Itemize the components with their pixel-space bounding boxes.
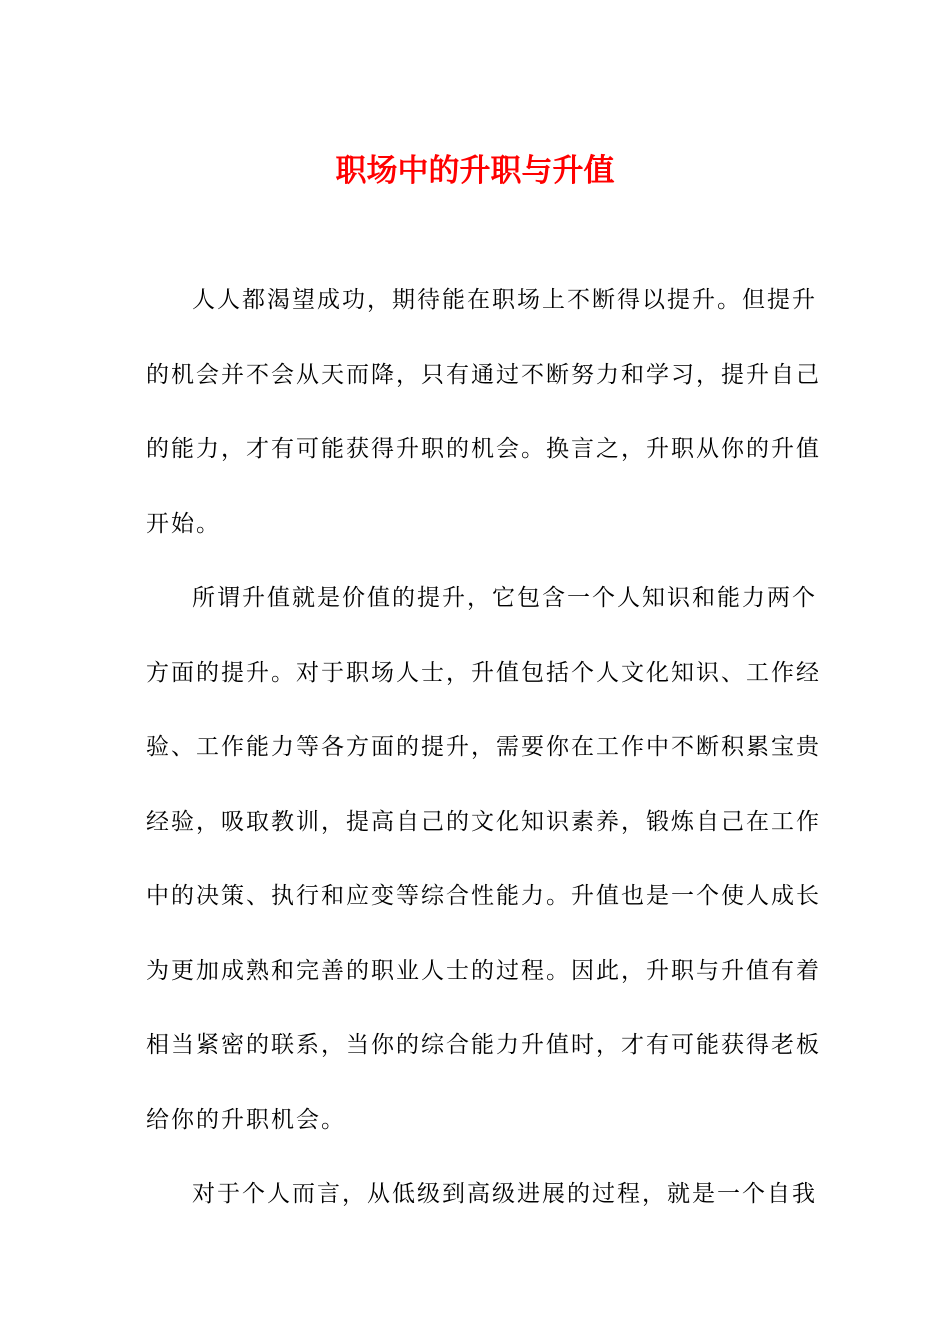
paragraph-line: 验、工作能力等各方面的提升，需要你在工作中不断积累宝贵 [146, 734, 821, 760]
paragraph-line: 经验，吸取教训，提高自己的文化知识素养，锻炼自己在工作 [146, 808, 821, 835]
paragraph-line: 人人都渴望成功，期待能在职场上不断得以提升。但提升 [192, 287, 817, 313]
document-body [146, 263, 821, 1232]
paragraph-line: 方面的提升。对于职场人士，升值包括个人文化知识、工作经 [146, 659, 821, 686]
paragraph-line: 的机会并不会从天而降，只有通过不断努力和学习，提升自己 [146, 361, 821, 388]
paragraph-line: 为更加成熟和完善的职业人士的过程。因此，升职与升值有着 [146, 957, 821, 984]
paragraph-line: 中的决策、执行和应变等综合性能力。升值也是一个使人成长 [146, 883, 821, 909]
paragraph-line: 给你的升职机会。 [146, 1106, 346, 1133]
paragraph-3 [146, 1157, 817, 1232]
paragraph-1 [146, 263, 821, 561]
paragraph-line: 开始。 [146, 510, 221, 537]
paragraph-line: 对于个人而言，从低级到高级进展的过程，就是一个自我 [192, 1181, 817, 1207]
document-title: 职场中的升职与升值 [335, 153, 615, 189]
paragraph-2 [146, 561, 821, 1157]
paragraph-line: 相当紧密的联系，当你的综合能力升值时，才有可能获得老板 [146, 1032, 821, 1058]
paragraph-line: 的能力，才有可能获得升职的机会。换言之，升职从你的升值 [146, 436, 821, 462]
paragraph-line: 所谓升值就是价值的提升，它包含一个人知识和能力两个 [192, 585, 817, 611]
